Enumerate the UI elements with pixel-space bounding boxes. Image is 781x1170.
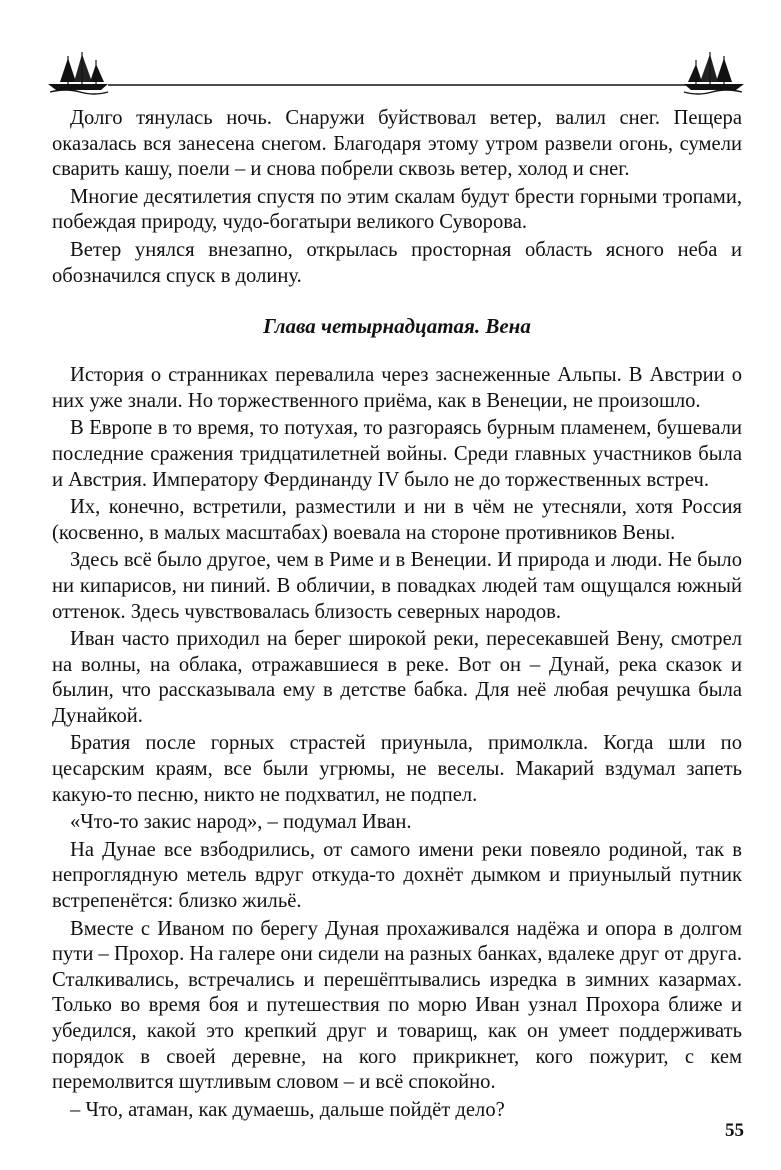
- paragraph: На Дунае все взбодрились, от самого имени реки повеяло родиной, так в непроглядную метель вдруг откуда-то дохнёт дымком и приунылый путник встрепенётся: близко жильё.: [52, 838, 742, 913]
- paragraph: Здесь всё было другое, чем в Риме и в Венеции. И природа и люди. Не было ни кипарисов, ни пиний. В обличии, в повадках людей там ощущался южный оттенок. Здесь чувствовалась близость северных народов.: [52, 549, 742, 623]
- paragraph: Их, конечно, встретили, разместили и ни в чём не утесняли, хотя Россия (косвенно, в малых масштабах) воевала на стороне противников Вены.: [52, 496, 742, 544]
- paragraph: В Европе в то время, то потухая, то разгораясь бурным пламенем, бушевали последние сражения тридцатилетней войны. Среди главных участников была и Австрия. Императору Фердинанду IV было не до торжественных встреч.: [52, 417, 742, 491]
- paragraph: Многие десятилетия спустя по этим скалам будут брести горными тропами, побеждая природу, чудо-богатыри великого Суворова.: [52, 185, 742, 234]
- paragraph: Иван часто приходил на берег широкой реки, пересекавшей Вену, смотрел на волны, на облака, отражавшиеся в реке. Вот он – Дунай, река сказок и былин, что рассказывала ему в детстве бабка. Для неё любая речушка была Дунайкой.: [52, 628, 742, 727]
- body-text: [52, 106, 742, 1123]
- sailing-ship-icon: [48, 52, 108, 94]
- sailing-ship-icon: [684, 52, 744, 94]
- page-header: [46, 52, 746, 96]
- paragraph: Ветер унялся внезапно, открылась просторная область ясного неба и обозначился спуск в долину.: [52, 238, 742, 287]
- paragraph: Братия после горных страстей приуныла, примолкла. Когда шли по цесарским краям, все были угрюмы, не веселы. Макарий вздумал запеть какую-то песню, никто не подхватил, не подпел.: [52, 732, 742, 806]
- page-number: 55: [725, 1120, 744, 1141]
- paragraph: – Что, атаман, как думаешь, дальше пойдёт дело?: [70, 1098, 505, 1121]
- paragraph: Долго тянулась ночь. Снаружи буйствовал ветер, валил снег. Пещера оказалась вся занесена снегом. Благодаря этому утром развели огонь, сумели сварить кашу, поели – и снова побрели сквозь ветер, холод и снег.: [52, 107, 742, 181]
- paragraph: История о странниках перевалила через заснеженные Альпы. В Австрии о них уже знали. Но торжественного приёма, как в Венеции, не произошло.: [52, 364, 742, 412]
- chapter-title: Глава четырнадцатая. Вена: [263, 314, 531, 339]
- header-rule: [46, 52, 746, 96]
- paragraph: Вместе с Иваном по берегу Дуная прохаживался надёжа и опора в долгом пути – Прохор. На галере они сидели на разных банках, вдалеке друг от друга. Сталкивались, встречались и перешёптывались изредка в зимних казармах. Только во время боя и путешествия по морю Иван узнал Прохора ближе и убедился, какой это крепкий друг и товарищ, как он умеет поддерживать порядок в своей деревне, на кого прикрикнет, кого пожурит, с кем перемолвится шутливым словом – и всё спокойно.: [52, 917, 742, 1094]
- paragraph: «Что-то закис народ», – подумал Иван.: [70, 811, 412, 834]
